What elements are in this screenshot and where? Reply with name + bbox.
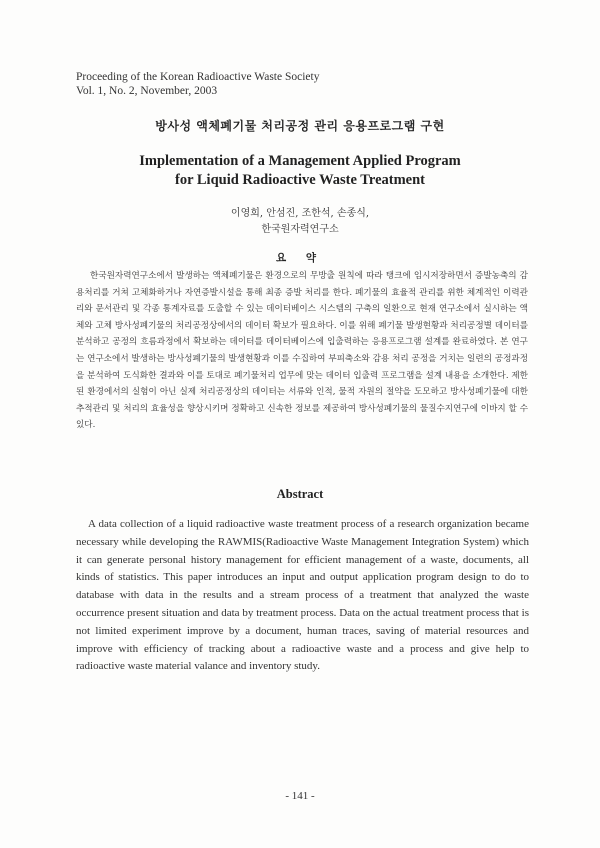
english-title-line-1: Implementation of a Management Applied Program (139, 153, 461, 169)
english-title-line-2: for Liquid Radioactive Waste Treatment (175, 172, 425, 188)
english-abstract-text: A data collection of a liquid radioactive waste treatment process of a research organization became necessary while developing the RAWMIS(Radioactive Waste Management Integration System) which it can generate personal history management for efficient management of a waste, documents, all kinds of statistics. This paper introduces an input and output application program design to do to database with data in the results and a stream process of a treatment that analyzed the waste occurrence present situation and data by treatment process. Data on the actual treatment process that is not limited experiment improve by a document, human traces, saving of material resources and improve with efficiency of tracking about a radioactive waste and a process and give help to radioactive waste material valance and inventory study. (76, 518, 529, 673)
korean-title: 방사성 액체폐기물 처리공정 관리 응용프로그램 구현 (155, 119, 445, 133)
author-block (0, 206, 600, 238)
english-abstract-heading: Abstract (276, 487, 324, 501)
journal-volume: Vol. 1, No. 2, November, 2003 (76, 85, 218, 97)
author-names: 이영희, 안섬진, 조한석, 손종식, (230, 208, 370, 219)
journal-name: Proceeding of the Korean Radioactive Waste Society (76, 71, 320, 83)
page-number: - 141 - (285, 790, 315, 802)
korean-abstract-text: 한국원자력연구소에서 발생하는 액체폐기물은 환경으로의 무방출 원칙에 따라 탱크에 임시저장하면서 증발농축의 감용처리를 거쳐 고체화하거나 자연증발시설을 통해 최종 증발 처리를 한다. 폐기물의 효율적 관리를 위한 체계적인 이력관리와 문서관리 및 각종 통계자료를 도출할 수 있는 데이터베이스 시스템의 구축의 일환으로 현재 연구소에서 실시하는 액체와 고체 방사성폐기물의 처리공정상에서의 데이터 확보가 필요하다. 이를 위해 폐기물 발생현황과 처리공정별 데이터를 분석하고 공정의 흐름과정에서 확보하는 데이터를 데이터베이스에 입출력하는 응용프로그램 설계를 완료하였다. 본 연구는 연구소에서 발생하는 방사성폐기물의 발생현황과 이를 수집하여 부피축소와 감용 처리 공정을 거치는 일련의 공정과정을 분석하여 도식화한 결과와 이를 토대로 폐기물처리 업무에 맞는 데이터 입출력 프로그램을 설계 내용을 소개한다. 제한된 환경에서의 실험이 아닌 실제 처리공정상의 데이터는 서류와 인적, 물적 자원의 절약을 도모하고 방사성폐기물에 대한 추적관리 및 처리의 효율성을 향상시키며 정확하고 신속한 정보를 제공하여 방사성폐기물의 물질수지연구에 이바지 할 수 있다. (76, 271, 528, 431)
journal-info (76, 70, 319, 98)
english-title (0, 152, 600, 190)
korean-abstract-heading: 요 약 (276, 252, 324, 264)
author-affiliation: 한국원자력연구소 (261, 224, 339, 235)
